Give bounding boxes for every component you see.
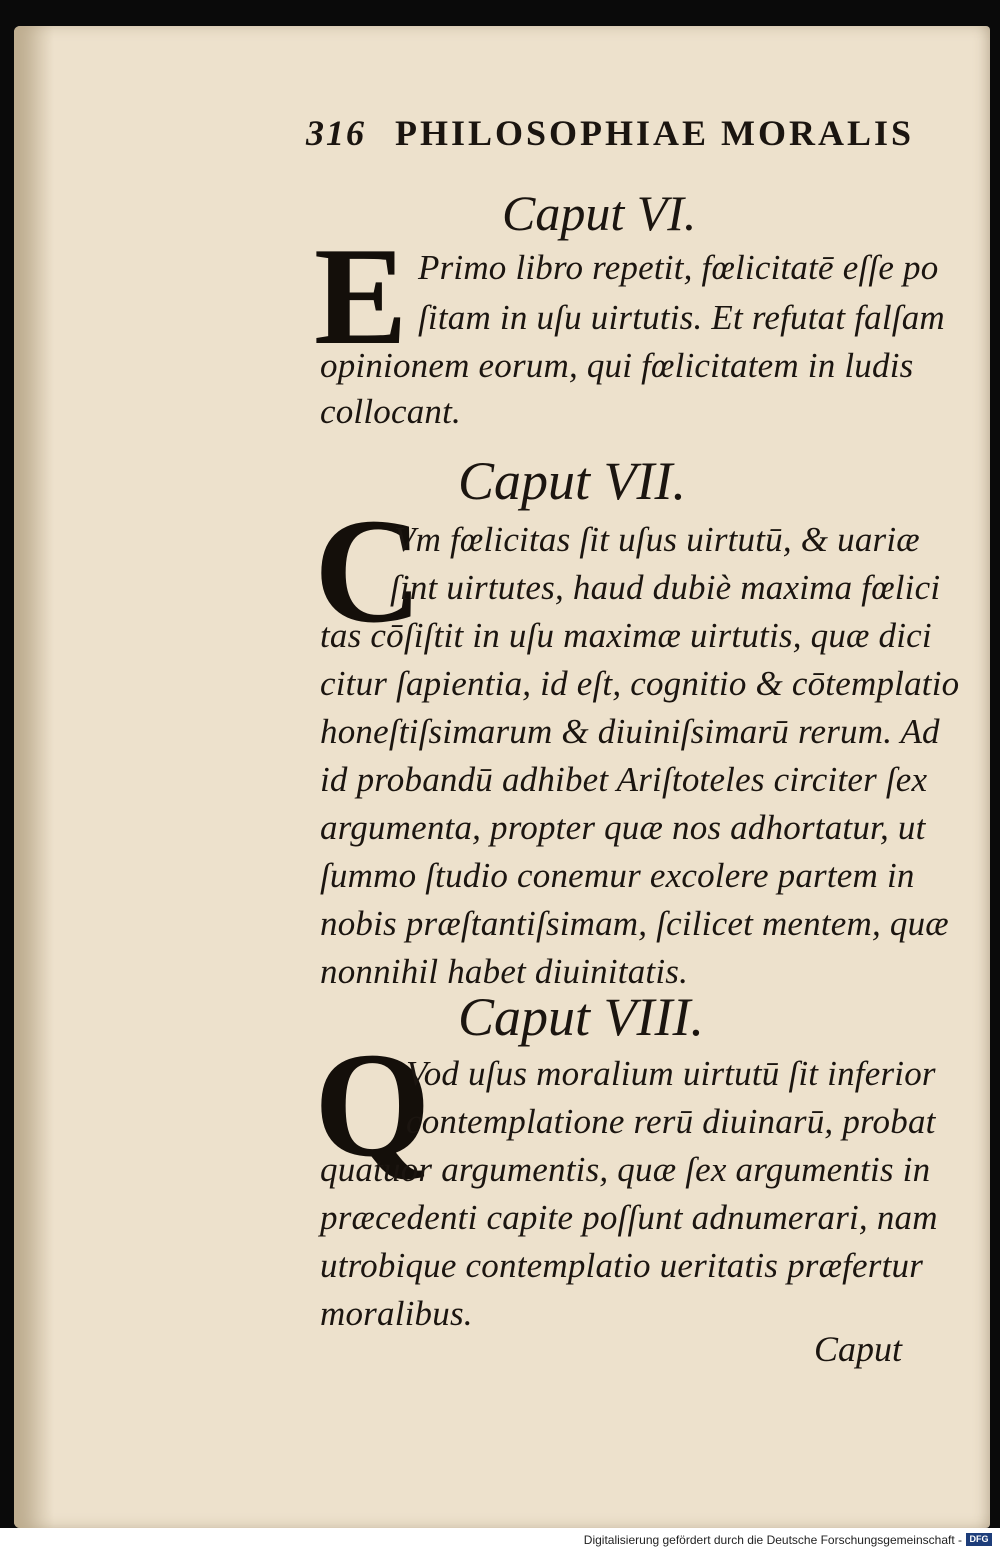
catchword: Caput xyxy=(814,1329,903,1369)
text-line: citur ſapientia, id eſt, cognitio & cōtemplatio xyxy=(320,664,960,703)
dfg-logo-icon: DFG xyxy=(966,1533,992,1546)
running-title: PHILOSOPHIAE MORALIS xyxy=(395,113,915,153)
text-line: Primo libro repetit, fœlicitatē eſſe po xyxy=(418,248,939,287)
text-line: collocant. xyxy=(320,392,461,431)
page-number: 316 xyxy=(306,113,366,153)
chapter-heading: Caput VIII. xyxy=(458,987,704,1047)
text-line: præcedenti capite poſſunt adnumerari, nam xyxy=(320,1198,938,1237)
text-line: nobis præſtantiſsimam, ſcilicet mentem, quæ xyxy=(320,904,949,943)
text-line: ſitam in uſu uirtutis. Et refutat falſam xyxy=(418,298,945,337)
text-line: Vm fœlicitas ſit uſus uirtutū, & uariæ xyxy=(394,520,920,559)
text-line: Vod uſus moralium uirtutū ſit inferior xyxy=(406,1054,936,1093)
footer-credit: Digitalisierung gefördert durch die Deutsche Forschungsgemeinschaft - xyxy=(583,1533,962,1547)
chapter-heading: Caput VI. xyxy=(502,185,697,241)
drop-capital: C xyxy=(314,488,423,654)
text-line: ſint uirtutes, haud dubiè maxima fœlici xyxy=(390,568,941,607)
running-header xyxy=(306,112,915,154)
text-line: tas cōſiſtit in uſu maximæ uirtutis, quæ dici xyxy=(320,616,932,655)
text-line: id probandū adhibet Ariſtoteles circiter ſex xyxy=(320,760,928,799)
text-line: quatuor argumentis, quæ ſex argumentis in xyxy=(320,1150,931,1189)
chapter-heading: Caput VII. xyxy=(458,451,686,511)
text-line: utrobique contemplatio ueritatis præfertur xyxy=(320,1246,924,1285)
drop-capital: Q xyxy=(314,1022,431,1188)
text-line: contemplatione rerū diuinarū, probat xyxy=(406,1102,936,1141)
book-page xyxy=(14,26,990,1528)
text-line: ſummo ſtudio conemur excolere partem in xyxy=(320,856,915,895)
text-line: argumenta, propter quæ nos adhortatur, ut xyxy=(320,808,926,847)
text-line: opinionem eorum, qui fœlicitatem in ludis xyxy=(320,346,914,385)
text-line: moralibus. xyxy=(320,1294,473,1333)
drop-capital: E xyxy=(314,219,408,374)
text-line: honeſtiſsimarum & diuiniſsimarū rerum. Ad xyxy=(320,712,940,751)
text-line: nonnihil habet diuinitatis. xyxy=(320,952,689,991)
footer-bar xyxy=(0,1528,1000,1552)
